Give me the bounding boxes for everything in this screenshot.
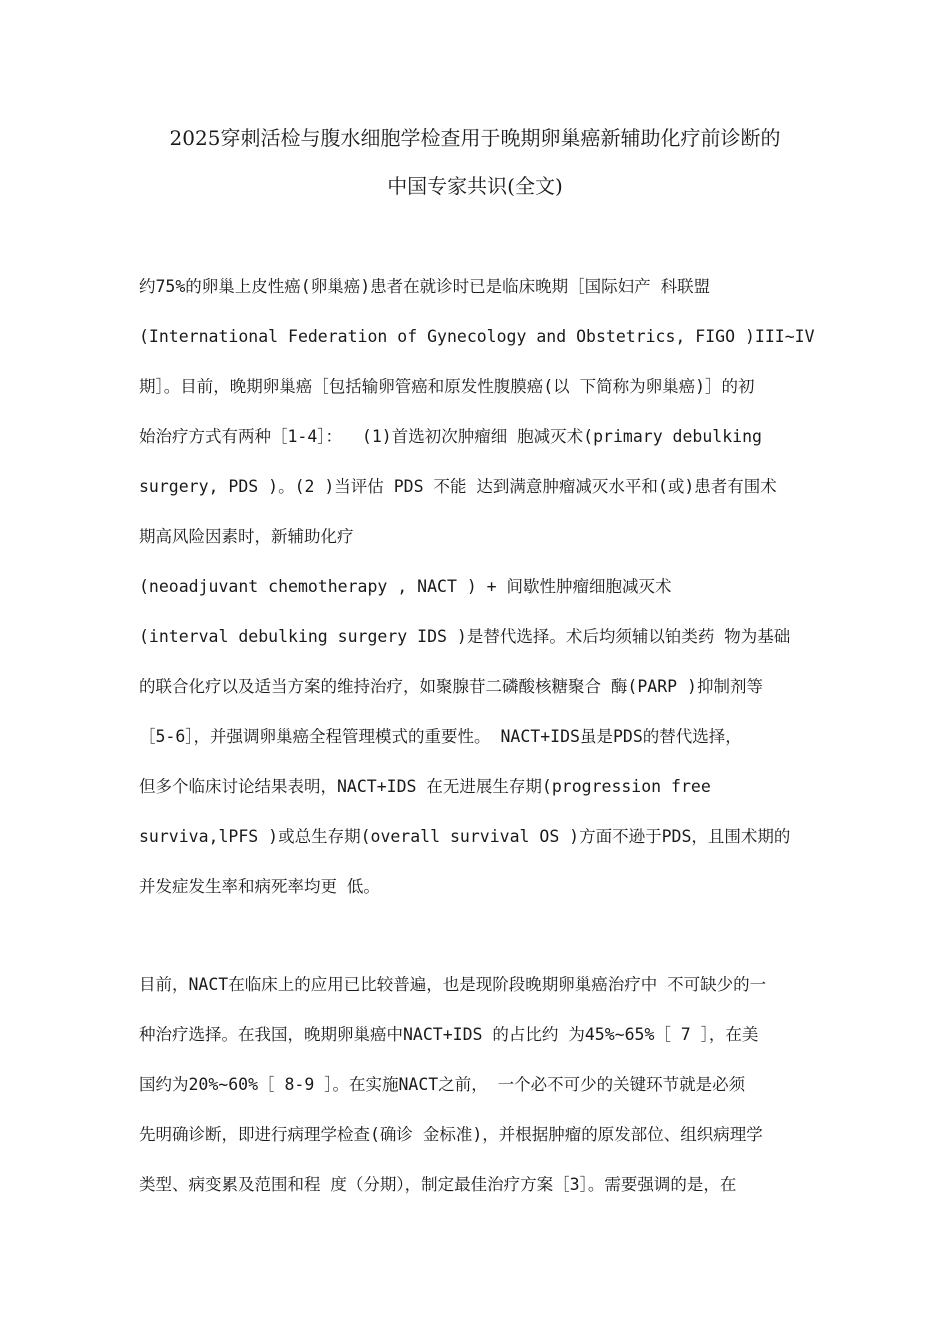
paragraph-line: 约75%的卵巢上皮性癌(卵巢癌)患者在就诊时已是临床晚期［国际妇产 科联盟 (139, 277, 711, 296)
paragraph-line: 先明确诊断，即进行病理学检查(确诊 金标准)，并根据肿瘤的原发部位、组织病理学 (139, 1125, 763, 1144)
paragraph-line: 的联合化疗以及适当方案的维持治疗，如聚腺苷二磷酸核糖聚合 酶(PARP )抑制剂等 (139, 677, 763, 696)
paragraph-line: 并发症发生率和病死率均更 低。 (139, 877, 380, 896)
paragraph-line: ［5-6］，并强调卵巢癌全程管理模式的重要性。 NACT+IDS虽是PDS的替代选择， (139, 727, 742, 746)
paragraph-line: surviva,lPFS )或总生存期(overall survival OS )方面不逊于PDS，且围术期的 (139, 827, 791, 846)
paragraph-line: 但多个临床讨论结果表明，NACT+IDS 在无进展生存期(progression free (139, 777, 711, 796)
paragraph-line: 国约为20%~60%［ 8-9 ］。在实施NACT之前， 一个必不可少的关键环节就是必须 (139, 1075, 746, 1094)
paragraph-line: (neoadjuvant chemotherapy , NACT ) + 间歇性肿瘤细胞减灭术 (139, 577, 672, 596)
paragraph-line: 期］。目前，晚期卵巢癌［包括输卵管癌和原发性腹膜癌(以 下简称为卵巢癌)］的初 (139, 377, 755, 396)
paragraph-line: 种治疗选择。在我国，晚期卵巢癌中NACT+IDS 的占比约 为45%~65%［ 7 ］，在美 (139, 1025, 759, 1044)
document-title-line-2: 中国专家共识(全文) (387, 174, 563, 198)
paragraph-line: 始治疗方式有两种［1-4］： (1)首选初次肿瘤细 胞减灭术(primary debulking (139, 427, 762, 446)
document-title-line-1: 2025穿刺活检与腹水细胞学检查用于晚期卵巢癌新辅助化疗前诊断的 (169, 126, 781, 150)
paragraph-line: (interval debulking surgery IDS )是替代选择。术后均须辅以铂类药 物为基础 (139, 627, 791, 646)
paragraph-line: 目前，NACT在临床上的应用已比较普遍，也是现阶段晚期卵巢癌治疗中 不可缺少的一 (139, 975, 767, 994)
paragraph-line: 期高风险因素时，新辅助化疗 (139, 527, 354, 546)
paragraph-line: 类型、病变累及范围和程 度（分期），制定最佳治疗方案［3］。需要强调的是，在 (139, 1175, 737, 1194)
paragraph-line: surgery, PDS )。(2 )当评估 PDS 不能 达到满意肿瘤减灭水平和(或)患者有围术 (139, 477, 777, 496)
paragraph-line: (International Federation of Gynecology and Obstetrics, FIGO )III~IV (139, 327, 815, 346)
